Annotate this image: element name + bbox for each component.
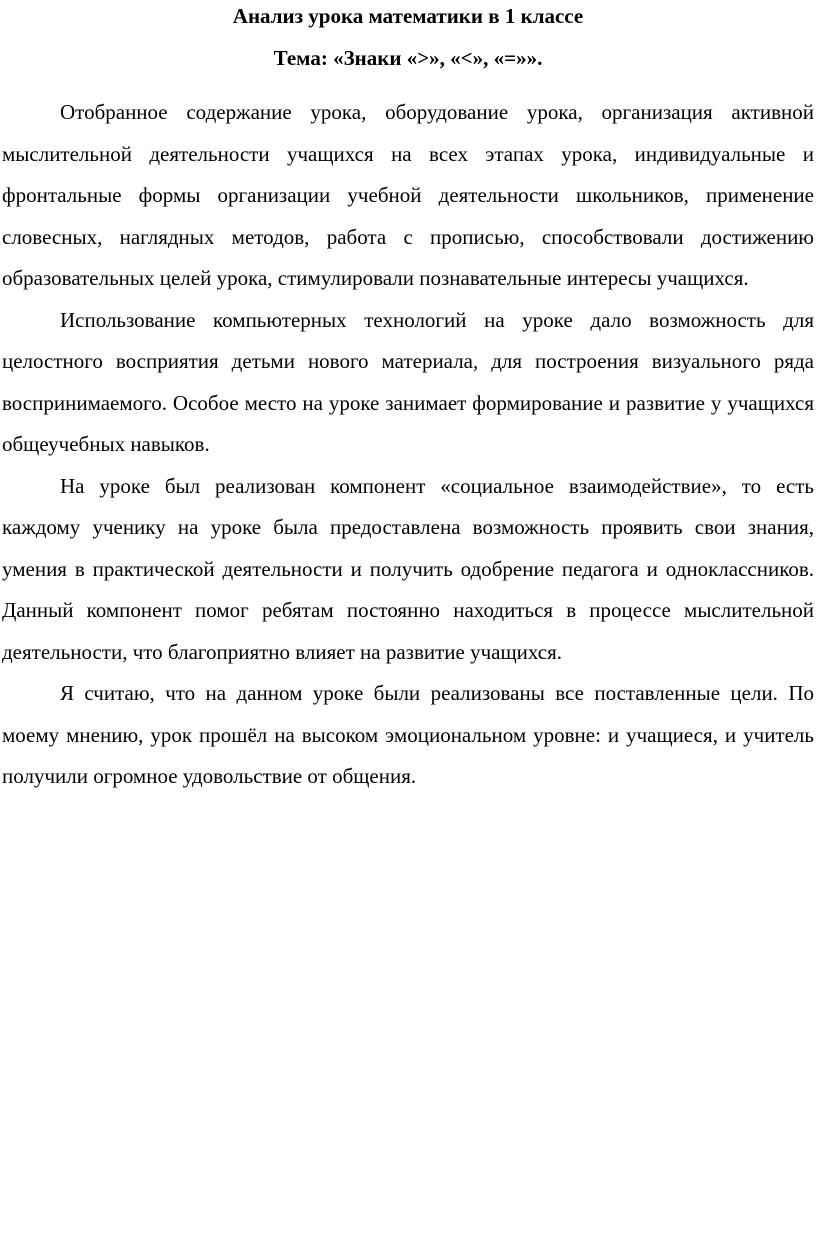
document-subtitle: Тема: «Знаки «>», «<», «=»». <box>273 46 543 70</box>
document-title: Анализ урока математики в 1 классе <box>232 4 584 28</box>
paragraph-3: На уроке был реализован компонент «социальное взаимодействие», то есть каждому ученику на уроке была предоставлена возможность проявить свои знания, умения в практической деятельности и получить одобрение педагога и одноклассников. Данный компонент помог ребятам постоянно находиться в процессе мыслительной деятельности, что благоприятно влияет на развитие учащихся. <box>2 473 814 664</box>
paragraph-4: Я считаю, что на данном уроке были реализованы все поставленные цели. По моему мнению, урок прошёл на высоком эмоциональном уровне: и учащиеся, и учитель получили огромное удовольствие от общения. <box>2 681 814 788</box>
paragraph-1: Отобранное содержание урока, оборудование урока, организация активной мыслительной деятельности учащихся на всех этапах урока, индивидуальные и фронтальные формы организации учебной деятельности школьников, применение словесных, наглядных методов, работа с прописью, способствовали достижению образовательных целей урока, стимулировали познавательные интересы учащихся. <box>2 100 814 290</box>
document-body <box>2 92 814 798</box>
paragraph-2: Использование компьютерных технологий на уроке дало возможность для целостного восприятия детьми нового материала, для построения визуального ряда воспринимаемого. Особое место на уроке занимает формирование и развитие у учащихся общеучебных навыков. <box>2 307 814 456</box>
